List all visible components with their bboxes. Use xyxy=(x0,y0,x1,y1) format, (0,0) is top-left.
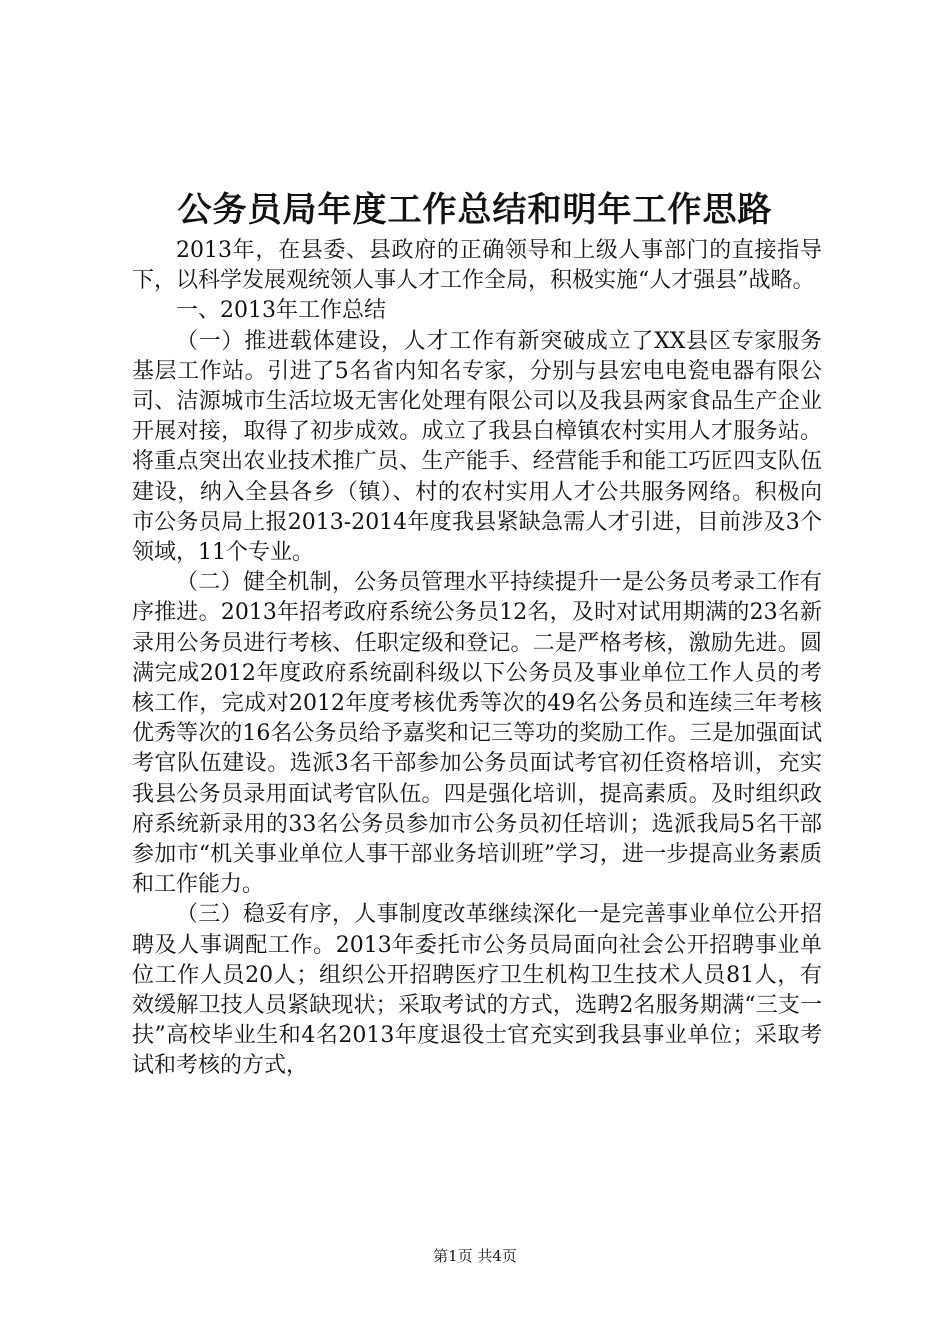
body-paragraph-2: （二）健全机制，公务员管理水平持续提升一是公务员考录工作有序推进。2013年招考政府系统公务员12名，及时对试用期满的23名新录用公务员进行考核、任职定级和登记。二是严格考核，激励先进。圆满完成2012年度政府系统副科级以下公务员及事业单位工作人员的考核工作，完成对2012年度考核优秀等次的49名公务员和连续三年考核优秀等次的16名公务员给予嘉奖和记三等功的奖励工作。三是加强面试考官队伍建设。选派3名干部参加公务员面试考官初任资格培训，充实我县公务员录用面试考官队伍。四是强化培训，提高素质。及时组织政府系统新录用的33名公务员参加市公务员初任培训；选派我局5名干部参加市“机关事业单位人事干部业务培训班”学习，进一步提高业务素质和工作能力。 xyxy=(132,570,822,898)
body-paragraph-1: （一）推进载体建设，人才工作有新突破成立了XX县区专家服务基层工作站。引进了5名省内知名专家，分别与县宏电电瓷电器有限公司、洁源城市生活垃圾无害化处理有限公司以及我县两家食品生产企业开展对接，取得了初步成效。成立了我县白樟镇农村实用人才服务站。将重点突出农业技术推广员、生产能手、经营能手和能工巧匠四支队伍建设，纳入全县各乡（镇）、村的农村实用人才公共服务网络。积极向市公务员局上报2013-2014年度我县紧缺急需人才引进，目前涉及3个领域，11个专业。 xyxy=(132,328,822,566)
page-footer: 第1页 共4页 xyxy=(433,1247,517,1265)
document-title: 公务员局年度工作总结和明年工作思路 xyxy=(177,190,773,230)
section-heading: 一、2013年工作总结 xyxy=(176,298,386,324)
document-body xyxy=(132,236,822,1082)
intro-paragraph: 2013年，在县委、县政府的正确领导和上级人事部门的直接指导下，以科学发展观统领人事人才工作全局，积极实施“人才强县”战略。 xyxy=(132,238,822,294)
body-paragraph-3: （三）稳妥有序，人事制度改革继续深化一是完善事业单位公开招聘及人事调配工作。2013年委托市公务员局面向社会公开招聘事业单位工作人员20人；组织公开招聘医疗卫生机构卫生技术人员81人，有效缓解卫技人员紧缺现状；采取考试的方式，选聘2名服务期满“三支一扶”高校毕业生和4名2013年度退役士官充实到我县事业单位；采取考试和考核的方式， xyxy=(132,902,822,1079)
